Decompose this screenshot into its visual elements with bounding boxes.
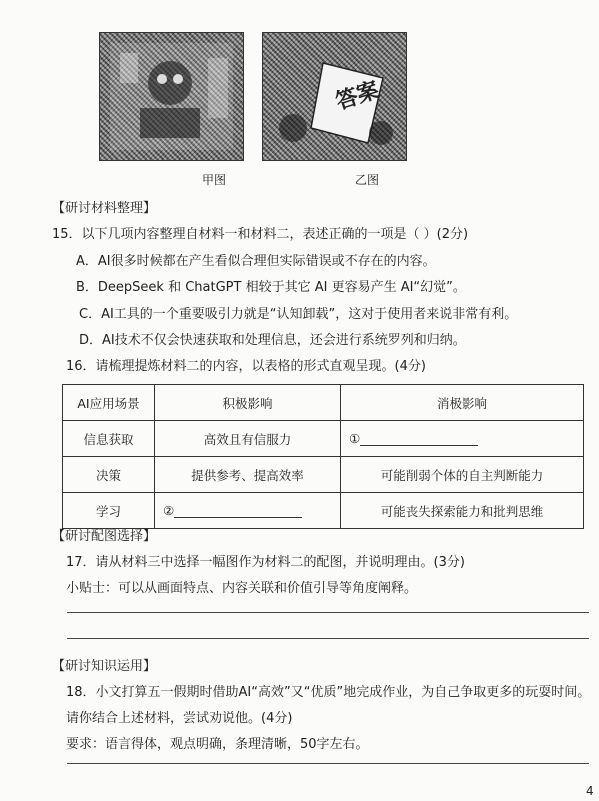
figure-jia-drawing: [100, 33, 243, 160]
table-cell-blank-2: [155, 493, 341, 529]
table-cell: 提供参考、提高效率: [155, 457, 341, 493]
table-header-cell: 消极影响: [341, 385, 584, 421]
q18-requirement: 要求：语言得体，观点明确，条理清晰，50字左右。: [66, 737, 369, 752]
figure-yi-caption: 乙图: [355, 173, 380, 187]
table-header-row: [63, 385, 584, 421]
figure-jia-image: [99, 32, 244, 161]
answer-line[interactable]: [67, 638, 589, 639]
q18-stem-line2: 请你结合上述材料，尝试劝说他。(4分): [66, 711, 293, 726]
answer-blank-2[interactable]: [174, 505, 302, 518]
table-cell: 可能丧失探索能力和批判思维: [341, 493, 584, 529]
table-row: [63, 493, 584, 529]
answer-line[interactable]: [67, 763, 589, 764]
figure-jia-caption: 甲图: [202, 173, 227, 187]
section-heading-knowledge: 【研讨知识运用】: [52, 659, 157, 674]
q15-option-b: B．DeepSeek 和 ChatGPT 相较于其它 AI 更容易产生 AI“幻觉”。: [76, 280, 466, 295]
table-cell: 决策: [63, 457, 155, 493]
q15-option-c: C．AI工具的一个重要吸引力就是“认知卸载”，这对于使用者来说非常有利。: [79, 307, 518, 322]
blank-marker-1: ①: [349, 431, 361, 446]
figure-yi-image: [262, 32, 407, 161]
table-cell: 学习: [63, 493, 155, 529]
table-header-cell: AI应用场景: [63, 385, 155, 421]
table-cell-blank-1: [341, 421, 584, 457]
figure-yi-sign-text: 答案: [332, 76, 383, 116]
section-heading-image: 【研讨配图选择】: [52, 529, 157, 544]
answer-line[interactable]: [67, 612, 589, 613]
q15-stem: 15．以下几项内容整理自材料一和材料二，表述正确的一项是（ ）(2分): [52, 227, 469, 242]
q16-stem: 16．请梳理提炼材料二的内容，以表格的形式直观呈现。(4分): [66, 359, 426, 374]
q17-stem: 17．请从材料三中选择一幅图作为材料二的配图，并说明理由。(3分): [66, 555, 465, 570]
table-row: [63, 457, 584, 493]
q15-option-d: D．AI技术不仅会快速获取和处理信息，还会进行系统罗列和归纳。: [79, 333, 466, 348]
table-cell: 可能削弱个体的自主判断能力: [341, 457, 584, 493]
q17-tip: 小贴士：可以从画面特点、内容关联和价值引导等角度阐释。: [66, 581, 418, 596]
blank-marker-2: ②: [163, 503, 175, 518]
page-number: 4: [586, 784, 594, 798]
q16-table: [62, 384, 584, 529]
answer-blank-1[interactable]: [360, 433, 478, 446]
table-cell: 信息获取: [63, 421, 155, 457]
table-row: [63, 421, 584, 457]
table-cell: 高效且有信服力: [155, 421, 341, 457]
table-header-cell: 积极影响: [155, 385, 341, 421]
q18-stem-line1: 18．小文打算五一假期时借助AI“高效”又“优质”地完成作业，为自己争取更多的玩耍时间。: [66, 685, 591, 700]
q15-option-a: A．AI很多时候都在产生看似合理但实际错误或不存在的内容。: [76, 254, 436, 269]
section-heading-material: 【研讨材料整理】: [52, 201, 157, 216]
